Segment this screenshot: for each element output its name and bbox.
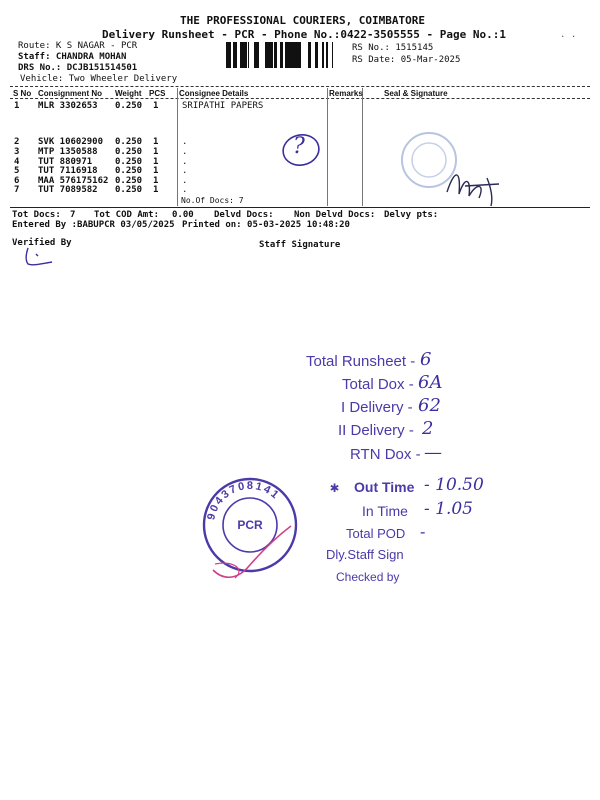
cell-sno: 4 <box>14 157 20 167</box>
cell-pcs: 1 <box>153 166 159 176</box>
barcode-bar <box>297 42 299 68</box>
cell-weight: 0.250 <box>115 166 143 176</box>
runsheet-title: Delivery Runsheet - PCR - Phone No.:0422-3505555 - Page No.:1 <box>102 28 506 41</box>
verifier-signature <box>22 244 62 270</box>
barcode-bar <box>248 42 249 68</box>
barcode-bar <box>240 42 242 68</box>
cell-weight: 0.250 <box>115 185 143 195</box>
remarks-column-divider-right <box>362 88 363 206</box>
cell-consignee: . <box>182 185 188 195</box>
barcode-bar <box>322 42 324 68</box>
summary-line-value: - <box>420 522 426 541</box>
summary-line-label: Out Time <box>354 479 415 495</box>
delvy-pts-label: Delvy pts: <box>384 210 439 220</box>
summary-line-value: 6 <box>420 349 432 370</box>
route-text: Route: K S NAGAR - PCR <box>18 41 138 51</box>
table-header-rule <box>10 98 590 99</box>
summary-line-label: Dly.Staff Sign <box>326 547 404 562</box>
summary-line-label: Total Runsheet - <box>306 353 416 370</box>
cell-weight: 0.250 <box>115 147 143 157</box>
stamp-center-text: PCR <box>237 518 263 532</box>
cell-consignee: . <box>182 157 188 167</box>
barcode-bar <box>293 42 294 68</box>
summary-line-label: Checked by <box>336 570 400 584</box>
cell-pcs: 1 <box>153 157 159 167</box>
summary-line-value: - 10.50 <box>424 475 484 495</box>
cell-consignee: . <box>182 176 188 186</box>
barcode <box>226 42 346 68</box>
barcode-bar <box>299 42 301 68</box>
cell-consignment: TUT 880971 <box>38 157 93 167</box>
summary-line-label: RTN Dox - <box>350 446 421 463</box>
summary-line-value: 62 <box>418 395 441 416</box>
cell-consignee: . <box>182 166 188 176</box>
cell-consignment: MLR 3302653 <box>38 101 98 111</box>
non-delvd-docs-label: Non Delvd Docs: <box>294 210 376 220</box>
barcode-bar <box>326 42 327 68</box>
barcode-bar <box>226 42 228 68</box>
cell-sno: 3 <box>14 147 20 157</box>
cell-weight: 0.250 <box>115 137 143 147</box>
summary-line-label: I Delivery - <box>341 399 413 416</box>
consignee-column-divider <box>177 88 178 206</box>
barcode-bar <box>233 42 236 68</box>
cell-consignment: MTP 1350588 <box>38 147 98 157</box>
staff-text: Staff: CHANDRA MOHAN <box>18 52 127 62</box>
barcode-bar <box>257 42 259 68</box>
barcode-bar <box>254 42 256 68</box>
cell-pcs: 1 <box>153 137 159 147</box>
summary-line-value: 2 <box>422 418 434 439</box>
col-header-pcs: PCS <box>149 89 166 98</box>
entered-by: Entered By :BABUPCR 03/05/2025 <box>12 220 175 230</box>
barcode-bar <box>245 42 247 68</box>
verified-by-label: Verified By <box>12 238 72 248</box>
barcode-bar <box>256 42 257 68</box>
receiver-seal-signature <box>395 128 515 208</box>
barcode-bar <box>280 42 283 68</box>
barcode-bar <box>287 42 290 68</box>
barcode-bar <box>236 42 237 68</box>
barcode-bar <box>270 42 273 68</box>
no-of-docs: No.Of Docs: 7 <box>181 196 244 205</box>
barcode-bar <box>267 42 270 68</box>
barcode-bar <box>274 42 277 68</box>
rs-number: RS No.: 1515145 <box>352 43 434 53</box>
rs-date: RS Date: 05-Mar-2025 <box>352 55 461 65</box>
tot-cod-label: Tot COD Amt: <box>94 210 160 220</box>
cell-weight: 0.250 <box>115 157 143 167</box>
vehicle-text: Vehicle: Two Wheeler Delivery <box>20 74 178 84</box>
col-header-sno: S No <box>13 89 32 98</box>
cell-sno: 7 <box>14 185 20 195</box>
barcode-bar <box>332 42 333 68</box>
company-title: THE PROFESSIONAL COURIERS, COIMBATORE <box>180 14 426 27</box>
col-header-seal: Seal & Signature <box>384 89 448 98</box>
delvd-docs-label: Delvd Docs: <box>214 210 274 220</box>
cell-consignment: SVK 10602900 <box>38 137 104 147</box>
question-mark: ? <box>293 134 305 159</box>
barcode-bar <box>327 42 328 68</box>
cell-sno: 6 <box>14 176 20 186</box>
col-header-remarks: Remarks <box>329 89 363 98</box>
col-header-consignee: Consignee Details <box>179 89 249 98</box>
barcode-bar <box>285 42 287 68</box>
barcode-bar <box>265 42 267 68</box>
staff-signature-label: Staff Signature <box>259 240 341 250</box>
remarks-column-divider-left <box>327 88 328 206</box>
summary-line-value: — <box>424 442 442 463</box>
stamp-pink-signature <box>205 520 305 585</box>
cell-weight: 0.250 <box>115 101 143 111</box>
table-top-rule <box>10 86 590 87</box>
cell-consignment: MAA 576175162 <box>38 176 109 186</box>
corner-dots: . . <box>560 30 577 40</box>
summary-line-label: II Delivery - <box>338 422 414 439</box>
barcode-bar <box>242 42 245 68</box>
cell-consignment: TUT 7089582 <box>38 185 98 195</box>
barcode-bar <box>315 42 318 68</box>
cell-weight: 0.250 <box>115 176 143 186</box>
cell-pcs: 1 <box>153 147 159 157</box>
printed-on: Printed on: 05-03-2025 10:48:20 <box>182 220 350 230</box>
cell-pcs: 1 <box>153 176 159 186</box>
summary-line-label: Total POD <box>346 526 406 541</box>
tot-docs-label: Tot Docs: <box>12 210 61 220</box>
barcode-bar <box>230 42 231 68</box>
tot-cod-value: 0.00 <box>172 210 194 220</box>
drs-number: DRS No.: DCJB151514501 <box>18 63 138 73</box>
cell-pcs: 1 <box>153 101 159 111</box>
svg-text:9043708141 <box>205 480 282 521</box>
cell-consignee: . <box>182 137 188 147</box>
cell-consignee: . <box>182 147 188 157</box>
star-bullet-icon: ✱ <box>330 478 340 496</box>
barcode-bar <box>228 42 230 68</box>
summary-line-value: 6A <box>418 372 443 393</box>
col-header-weight: Weight <box>115 89 142 98</box>
tot-docs-value: 7 <box>70 210 76 220</box>
summary-line-label: Total Dox - <box>342 376 414 393</box>
cell-pcs: 1 <box>153 185 159 195</box>
barcode-bar <box>294 42 297 68</box>
barcode-bar <box>308 42 311 68</box>
summary-line-value: - 1.05 <box>424 499 473 519</box>
col-header-consignment: Consignment No <box>38 89 102 98</box>
cell-sno: 5 <box>14 166 20 176</box>
cell-sno: 2 <box>14 137 20 147</box>
stamp-ring-text: 9043708141 <box>205 479 283 522</box>
summary-line-label: In Time <box>362 503 408 519</box>
cell-consignment: TUT 7116918 <box>38 166 98 176</box>
cell-sno: 1 <box>14 101 20 111</box>
barcode-bar <box>290 42 293 68</box>
cell-consignee: SRIPATHI PAPERS <box>182 101 264 111</box>
